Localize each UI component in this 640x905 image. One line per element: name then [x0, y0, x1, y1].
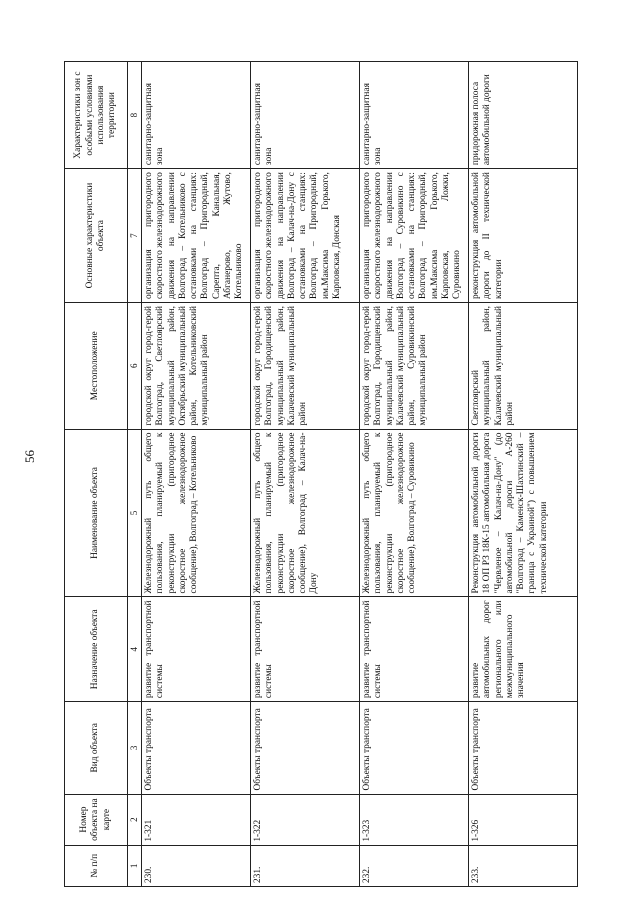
- row-name: Железнодорожный путь общего пользования, планируемый к реконструкции (пригородное скоростное железнодорожное сообщение), Волгоград – Котельниково: [142, 429, 251, 597]
- row-index: 233.: [469, 845, 578, 886]
- row-characteristics: реконструкция автомобильной дороги до II технической категории: [469, 169, 578, 303]
- row-zones: придорожная полоса автомобильной дороги: [469, 62, 578, 169]
- row-characteristics: организация пригородного скоростного железнодорожного движения на направлении Волгоград – Котельниково с остановками на станциях: Волгоград – Пригородный, Сарепта, Канальная, Абганерово, Жутово, Котельниково: [142, 169, 251, 303]
- row-zones: санитарно-защитная зона: [251, 62, 360, 169]
- row-name: Реконструкция автомобильной дороги 18 ОП РЗ 18К-15 автомобильная дорога "Червленое – Калач-на-Дону" (до автомобильной дороги А-260 "Волгоград – Каменск-Шахтинский – граница с Украиной") с повышением технической категории: [469, 429, 578, 597]
- row-name: Железнодорожный путь общего пользования, планируемый к реконструкции (пригородное скоростное железнодорожное сообщение), Волгоград – Суровикино: [360, 429, 469, 597]
- row-purpose: развитие транспортной системы: [360, 597, 469, 702]
- table-row: [469, 62, 578, 887]
- table-row: [251, 62, 360, 887]
- row-location: городской округ город-герой Волгоград, Городищенский муниципальный район, Калачевский муниципальный район: [251, 302, 360, 429]
- header-cell-location: Местоположение: [65, 302, 128, 429]
- row-map-number: 1-322: [251, 794, 360, 845]
- column-number: 4: [128, 597, 142, 702]
- column-number: 6: [128, 302, 142, 429]
- row-index: 230.: [142, 845, 251, 886]
- column-number: 3: [128, 702, 142, 794]
- page-number: 56: [22, 450, 37, 463]
- row-zones: санитарно-защитная зона: [142, 62, 251, 169]
- column-number: 5: [128, 429, 142, 597]
- row-object-type: Объекты транспорта: [360, 702, 469, 794]
- table-row: [360, 62, 469, 887]
- row-name: Железнодорожный путь общего пользования, планируемый к реконструкции (пригородное скоростное железнодорожное сообщение), Волгоград – Калач-на-Дону: [251, 429, 360, 597]
- header-cell-map-number: Номер объекта на карте: [65, 794, 128, 845]
- row-zones: санитарно-защитная зона: [360, 62, 469, 169]
- row-map-number: 1-323: [360, 794, 469, 845]
- column-number: 8: [128, 62, 142, 169]
- header-cell-name: Наименование объекта: [65, 429, 128, 597]
- row-index: 231.: [251, 845, 360, 886]
- row-index: 232.: [360, 845, 469, 886]
- header-cell-characteristics: Основные характеристики объекта: [65, 169, 128, 303]
- row-location: Светлоярский муниципальный район, Калачевский муниципальный район: [469, 302, 578, 429]
- row-characteristics: организация пригородного скоростного железнодорожного движения на направлении Волгоград – Калач-на-Дону с остановками на станциях: Волгоград – Пригородный, им.Максима Горького, Карповская, Донская: [251, 169, 360, 303]
- rotated-table-area: [0, 45, 549, 905]
- row-object-type: Объекты транспорта: [142, 702, 251, 794]
- row-purpose: развитие автомобильных дорог регионального или межмуниципального значения: [469, 597, 578, 702]
- row-object-type: Объекты транспорта: [469, 702, 578, 794]
- row-map-number: 1-321: [142, 794, 251, 845]
- column-number-row: [128, 62, 142, 887]
- objects-table: [64, 61, 578, 887]
- row-purpose: развитие транспортной системы: [142, 597, 251, 702]
- row-purpose: развитие транспортной системы: [251, 597, 360, 702]
- column-number: 2: [128, 794, 142, 845]
- header-cell-zones: Характеристики зон с особыми условиями использования территории: [65, 62, 128, 169]
- header-cell-object-type: Вид объекта: [65, 702, 128, 794]
- header-cell-index: № п/п: [65, 845, 128, 886]
- row-location: городской округ город-герой Волгоград, Городищенский муниципальный район, Калачевский муниципальный район, Суровикинский муниципальный район: [360, 302, 469, 429]
- row-location: городской округ город-герой Волгоград, Светлоярский муниципальный район, Октябрьский муниципальный район, Котельниковский муниципальный район: [142, 302, 251, 429]
- column-number: 1: [128, 845, 142, 886]
- row-characteristics: организация пригородного скоростного железнодорожного движения на направлении Волгоград – Суровикино с остановками на станциях: Волгоград – Пригородный, им.Максима Горького, Карповская, Ложки, Суровикино: [360, 169, 469, 303]
- row-map-number: 1-326: [469, 794, 578, 845]
- column-number: 7: [128, 169, 142, 303]
- table-row: [142, 62, 251, 887]
- header-row: [65, 62, 128, 887]
- row-object-type: Объекты транспорта: [251, 702, 360, 794]
- header-cell-purpose: Назначение объекта: [65, 597, 128, 702]
